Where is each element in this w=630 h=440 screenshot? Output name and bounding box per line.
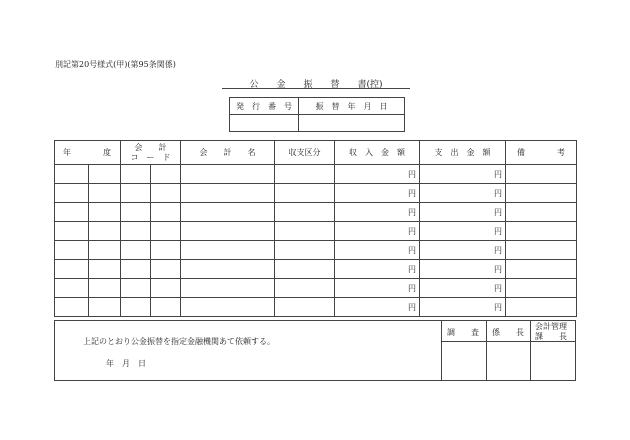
cell-year-a[interactable] [55,279,89,298]
table-row [55,203,577,222]
cell-account[interactable] [181,279,275,298]
cell-income[interactable]: 円 [335,241,420,260]
table-header-row [55,141,577,165]
cell-year-a[interactable] [55,241,89,260]
cell-year-b[interactable] [89,222,121,241]
remarks-header: 備 考 [506,141,577,165]
cell-expense[interactable]: 円 [420,241,506,260]
cell-income[interactable]: 円 [335,279,420,298]
reference-table [229,97,405,132]
cell-remarks[interactable] [506,184,577,203]
manager-label-top: 会計管理 [535,322,567,331]
cell-code-a[interactable] [121,298,151,317]
cell-income[interactable]: 円 [335,165,420,184]
cell-remarks[interactable] [506,298,577,317]
table-row [55,241,577,260]
cell-code-b[interactable] [151,260,181,279]
cell-code-a[interactable] [121,241,151,260]
cell-account[interactable] [181,184,275,203]
chief-stamp-box[interactable] [487,342,529,379]
cell-division[interactable] [275,203,335,222]
transfer-date-header: 振 替 年 月 日 [299,98,405,115]
cell-year-b[interactable] [89,298,121,317]
cell-expense[interactable]: 円 [420,165,506,184]
cell-account[interactable] [181,241,275,260]
cell-division[interactable] [275,165,335,184]
issue-number-header: 発 行 番 号 [230,98,299,115]
survey-stamp-box[interactable] [442,342,485,379]
cell-year-a[interactable] [55,222,89,241]
table-row [55,279,577,298]
cell-code-b[interactable] [151,184,181,203]
table-row [55,260,577,279]
cell-remarks[interactable] [506,203,577,222]
cell-expense[interactable]: 円 [420,260,506,279]
cell-code-b[interactable] [151,203,181,222]
request-date: 年 月 日 [106,359,146,368]
request-notice: 上記のとおり公金振替を指定金融機関あて依頼する。 [83,337,275,346]
table-row [55,184,577,203]
cell-account[interactable] [181,298,275,317]
table-row [55,165,577,184]
cell-year-b[interactable] [89,184,121,203]
account-code-header [121,141,181,165]
cell-division[interactable] [275,184,335,203]
cell-code-a[interactable] [121,165,151,184]
income-header: 収 入 金 額 [335,141,420,165]
cell-income[interactable]: 円 [335,184,420,203]
cell-division[interactable] [275,241,335,260]
cell-year-a[interactable] [55,260,89,279]
year-header: 年 度 [55,141,121,165]
cell-code-a[interactable] [121,222,151,241]
cell-remarks[interactable] [506,260,577,279]
cell-code-a[interactable] [121,184,151,203]
title-underline [222,88,410,89]
account-code-top: 会 計 [134,142,167,152]
cell-remarks[interactable] [506,165,577,184]
cell-year-a[interactable] [55,298,89,317]
cell-code-a[interactable] [121,203,151,222]
cell-expense[interactable]: 円 [420,298,506,317]
cell-expense[interactable]: 円 [420,279,506,298]
cell-year-b[interactable] [89,203,121,222]
cell-code-a[interactable] [121,279,151,298]
cell-division[interactable] [275,298,335,317]
cell-division[interactable] [275,222,335,241]
cell-remarks[interactable] [506,241,577,260]
manager-stamp-box[interactable] [531,342,575,379]
issue-number-cell[interactable] [230,115,299,132]
expense-header: 支 出 金 額 [420,141,506,165]
form-caption: 別記第20号様式(甲)(第95条関係) [55,60,176,69]
manager-label-bottom: 課 長 [535,332,567,341]
cell-remarks[interactable] [506,222,577,241]
cell-division[interactable] [275,260,335,279]
cell-code-b[interactable] [151,241,181,260]
cell-account[interactable] [181,222,275,241]
division-header: 収支区分 [275,141,335,165]
cell-code-b[interactable] [151,222,181,241]
cell-expense[interactable]: 円 [420,222,506,241]
cell-division[interactable] [275,279,335,298]
transfer-date-cell[interactable] [299,115,405,132]
cell-expense[interactable]: 円 [420,184,506,203]
cell-year-a[interactable] [55,165,89,184]
cell-year-a[interactable] [55,184,89,203]
cell-code-b[interactable] [151,165,181,184]
cell-year-b[interactable] [89,279,121,298]
cell-year-b[interactable] [89,260,121,279]
cell-account[interactable] [181,260,275,279]
cell-year-b[interactable] [89,165,121,184]
account-code-bottom: コ ー ド [130,152,171,162]
cell-expense[interactable]: 円 [420,203,506,222]
approval-section [54,320,576,381]
cell-remarks[interactable] [506,279,577,298]
cell-account[interactable] [181,203,275,222]
chief-label: 係 長 [492,328,524,337]
cell-income[interactable]: 円 [335,203,420,222]
cell-income[interactable]: 円 [335,222,420,241]
transfer-table [54,140,577,317]
cell-income[interactable]: 円 [335,298,420,317]
cell-code-b[interactable] [151,298,181,317]
cell-income[interactable]: 円 [335,260,420,279]
table-row [55,298,577,317]
cell-year-b[interactable] [89,241,121,260]
manager-label [535,322,567,342]
table-row [55,222,577,241]
cell-code-a[interactable] [121,260,151,279]
survey-label: 調 査 [447,328,479,337]
cell-year-a[interactable] [55,203,89,222]
account-name-header: 会 計 名 [181,141,275,165]
form-title: 公 金 振 替 書(控) [249,80,383,90]
cell-account[interactable] [181,165,275,184]
cell-code-b[interactable] [151,279,181,298]
